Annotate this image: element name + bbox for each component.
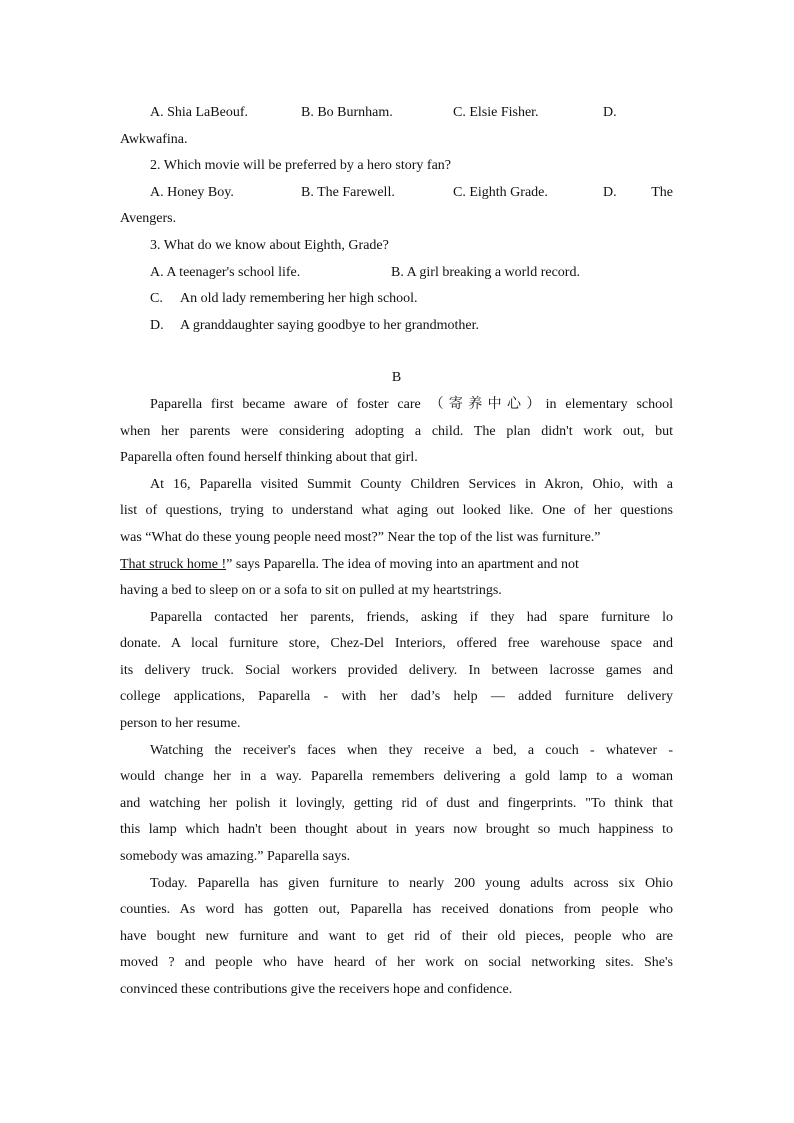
passage-line: person to her resume.	[120, 716, 241, 732]
passage-line: Paparella contacted her parents, friends, asking if they had spare furniture lo	[150, 609, 673, 625]
q1-option-d-label: D.	[603, 105, 617, 120]
passage-line: when her parents were considering adopting a child. The plan didn't work out, but	[120, 423, 673, 439]
q3-option-d	[120, 313, 673, 340]
q2-option-b: B. The Farewell.	[301, 184, 395, 200]
q2-option-c: C. Eighth Grade.	[453, 184, 548, 200]
passage-line: college applications, Paparella - with her dad’s help — added furniture delivery	[120, 689, 673, 705]
q2-option-d-text: The	[651, 184, 673, 200]
q3-option-d-label: D.	[150, 317, 164, 333]
passage-line: have bought new furniture and want to get rid of their old pieces, people who are	[120, 928, 673, 944]
q1-options-row	[120, 100, 673, 127]
passage-line: Today. Paparella has given furniture to nearly 200 young adults across six Ohio	[150, 875, 673, 891]
passage-line: somebody was amazing.” Paparella says.	[120, 849, 351, 865]
passage-line: Watching the receiver's faces when they receive a bed, a couch - whatever -	[150, 742, 673, 758]
passage-line: donate. A local furniture store, Chez-Del Interiors, offered free warehouse space and	[120, 636, 673, 652]
q3-option-c-label: C.	[150, 291, 163, 307]
q2-option-d	[603, 180, 673, 207]
q3-option-b: B. A girl breaking a world record.	[391, 264, 580, 280]
q3-option-a: A. A teenager's school life.	[150, 264, 301, 280]
passage-line-rest: ” says Paparella. The idea of moving into an apartment and not	[226, 556, 579, 572]
q1-option-a: A. Shia LaBeouf.	[150, 105, 248, 120]
q2-options-row	[120, 180, 673, 207]
q2-option-d-continued: Avengers.	[120, 211, 177, 227]
document-page	[120, 100, 673, 1004]
passage-line: and watching her polish it lovingly, getting rid of dust and fingerprints. "To think that	[120, 795, 673, 811]
passage-line: moved ? and people who have heard of her work on social networking sites. She's	[120, 955, 673, 971]
q2-stem: 2. Which movie will be preferred by a hero story fan?	[150, 158, 452, 174]
passage-line: was “What do these young people need most?” Near the top of the list was furniture.”	[120, 529, 601, 545]
passage-line: Paparella first became aware of foster care （寄养中心）in elementary school	[150, 396, 673, 412]
passage-line: having a bed to sleep on or a sofa to sit on pulled at my heartstrings.	[120, 583, 502, 599]
passage-line: At 16, Paparella visited Summit County Children Services in Akron, Ohio, with a	[150, 476, 673, 492]
q2-option-a: A. Honey Boy.	[150, 184, 234, 200]
passage-line: its delivery truck. Social workers provided delivery. In between lacrosse games and	[120, 662, 673, 678]
q3-options-row	[120, 260, 673, 287]
q3-stem: 3. What do we know about Eighth, Grade?	[150, 237, 389, 253]
q3-option-d-text: A granddaughter saying goodbye to her grandmother.	[180, 317, 479, 333]
passage-line: would change her in a way. Paparella remembers delivering a gold lamp to a woman	[120, 769, 673, 785]
q2-option-d-label: D.	[603, 184, 617, 200]
q3-option-c-text: An old lady remembering her high school.	[180, 291, 418, 307]
section-b-title: B	[391, 370, 402, 386]
q3-option-c	[120, 286, 673, 313]
passage-line-with-underline	[120, 552, 673, 579]
passage-line: Paparella often found herself thinking about that girl.	[120, 450, 418, 466]
underlined-phrase: That struck home !	[120, 556, 227, 572]
q1-option-d-text: Awkwafina.	[120, 131, 188, 147]
passage-line: list of questions, trying to understand what aging out looked like. One of her questions	[120, 503, 673, 519]
passage-line: counties. As word has gotten out, Paparella has received donations from people who	[120, 902, 673, 918]
passage-line: convinced these contributions give the receivers hope and confidence.	[120, 982, 513, 997]
passage-line: this lamp which hadn't been thought about in years now brought so much happiness to	[120, 822, 673, 838]
q1-option-c: C. Elsie Fisher.	[453, 105, 539, 120]
q1-option-b: B. Bo Burnham.	[301, 105, 393, 120]
